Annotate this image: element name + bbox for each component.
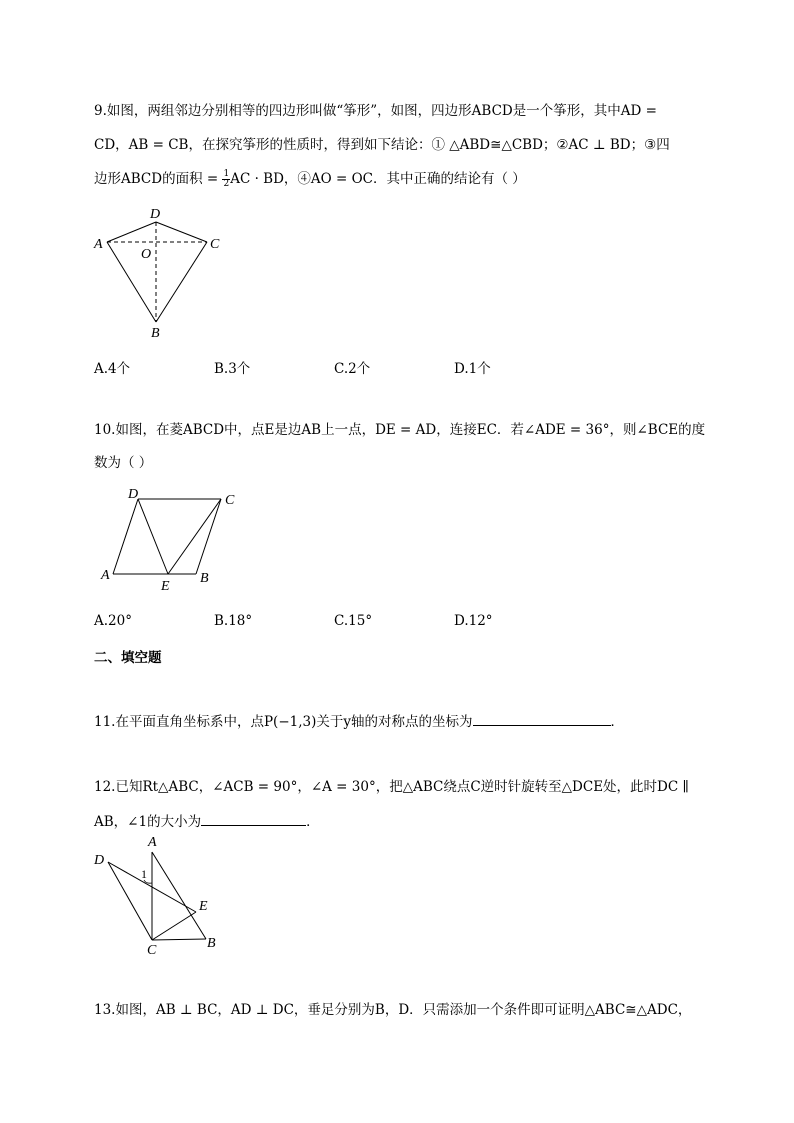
kite-label-a: A bbox=[94, 237, 103, 252]
section-fill-in-title: 二、填空题 bbox=[94, 650, 162, 666]
kite-edge-cb bbox=[156, 242, 207, 322]
q12-answer-blank[interactable] bbox=[201, 811, 306, 826]
q9-line-3-post: AC · BD，④AO = OC．其中正确的结论有（ ） bbox=[230, 171, 526, 187]
q9-option-c[interactable]: C.2个 bbox=[334, 361, 371, 377]
q10-option-d[interactable]: D.12° bbox=[454, 613, 493, 629]
rotation-label-a: A bbox=[148, 835, 157, 850]
q10-line-1: 10.如图，在菱ABCD中，点E是边AB上一点，DE = AD，连接EC．若∠ADE = 36°，则∠BCE的度 bbox=[94, 422, 706, 438]
kite-label-b: B bbox=[151, 326, 160, 341]
q11-line bbox=[94, 711, 624, 731]
q9-line-1: 9.如图，两组邻边分别相等的四边形叫做“筝形”，如图，四边形ABCD是一个筝形，其中AD = bbox=[94, 103, 657, 119]
rhombus-label-b: B bbox=[200, 571, 209, 586]
kite-edge-dc bbox=[156, 222, 207, 242]
q10-option-b[interactable]: B.18° bbox=[214, 613, 253, 629]
q12-line-2-text: AB，∠1的大小为 bbox=[94, 814, 202, 830]
rhombus-label-c: C bbox=[225, 493, 235, 508]
q9-line-3-pre: 边形ABCD的面积 = bbox=[94, 171, 223, 187]
q10-option-a[interactable]: A.20° bbox=[94, 613, 132, 629]
q9-option-b[interactable]: B.3个 bbox=[214, 361, 251, 377]
kite-label-o: O bbox=[141, 247, 152, 262]
triangle-edge-ab bbox=[152, 852, 206, 939]
q12-rotation-figure bbox=[88, 834, 228, 959]
triangle-edge-ce bbox=[152, 912, 196, 940]
kite-label-d: D bbox=[150, 207, 161, 222]
q10-line-2: 数为（ ） bbox=[94, 455, 153, 471]
q9-option-d[interactable]: D.1个 bbox=[454, 361, 491, 377]
rotation-label-1: 1 bbox=[141, 867, 147, 881]
kite-edge-ad bbox=[107, 222, 156, 242]
q12-line-2 bbox=[94, 811, 320, 831]
q10-rhombus-figure bbox=[96, 484, 246, 594]
rotation-label-d: D bbox=[94, 853, 105, 868]
rhombus-segment-ec bbox=[168, 499, 221, 574]
q9-kite-figure bbox=[88, 200, 228, 345]
q12-end: ． bbox=[306, 814, 320, 830]
q11-text: 11.在平面直角坐标系中，点P(−1,3)关于y轴的对称点的坐标为 bbox=[94, 714, 473, 730]
rotation-label-e: E bbox=[199, 899, 208, 914]
kite-label-c: C bbox=[210, 237, 220, 252]
q11-end: ． bbox=[610, 714, 624, 730]
rhombus-edge-bc bbox=[196, 499, 221, 574]
q13-line-1: 13.如图，AB ⊥ BC，AD ⊥ DC，垂足分别为B，D．只需添加一个条件即可证明△ABC≅△ADC， bbox=[94, 1002, 692, 1018]
rhombus-edge-ad bbox=[113, 499, 138, 574]
q9-option-a[interactable]: A.4个 bbox=[94, 361, 131, 377]
rhombus-label-e: E bbox=[161, 579, 170, 594]
q9-frac-den: 2 bbox=[223, 179, 230, 189]
q12-line-1: 12.已知Rt△ABC，∠ACB = 90°，∠A = 30°，把△ABC绕点C逆时针旋转至△DCE处，此时DC ∥ bbox=[94, 779, 689, 795]
rhombus-label-d: D bbox=[128, 487, 139, 502]
q11-answer-blank[interactable] bbox=[473, 711, 611, 726]
rotation-label-c: C bbox=[147, 943, 157, 958]
rotation-label-b: B bbox=[207, 936, 216, 951]
q10-option-c[interactable]: C.15° bbox=[334, 613, 373, 629]
rhombus-segment-de bbox=[138, 499, 168, 574]
triangle-edge-cb bbox=[152, 939, 206, 940]
rhombus-label-a: A bbox=[101, 568, 110, 583]
q9-frac-num: 1 bbox=[223, 169, 230, 179]
q9-line-2: CD，AB = CB，在探究筝形的性质时，得到如下结论：① △ABD≅△CBD；②AC ⊥ BD；③四 bbox=[94, 137, 670, 153]
q9-line-3 bbox=[94, 170, 526, 189]
